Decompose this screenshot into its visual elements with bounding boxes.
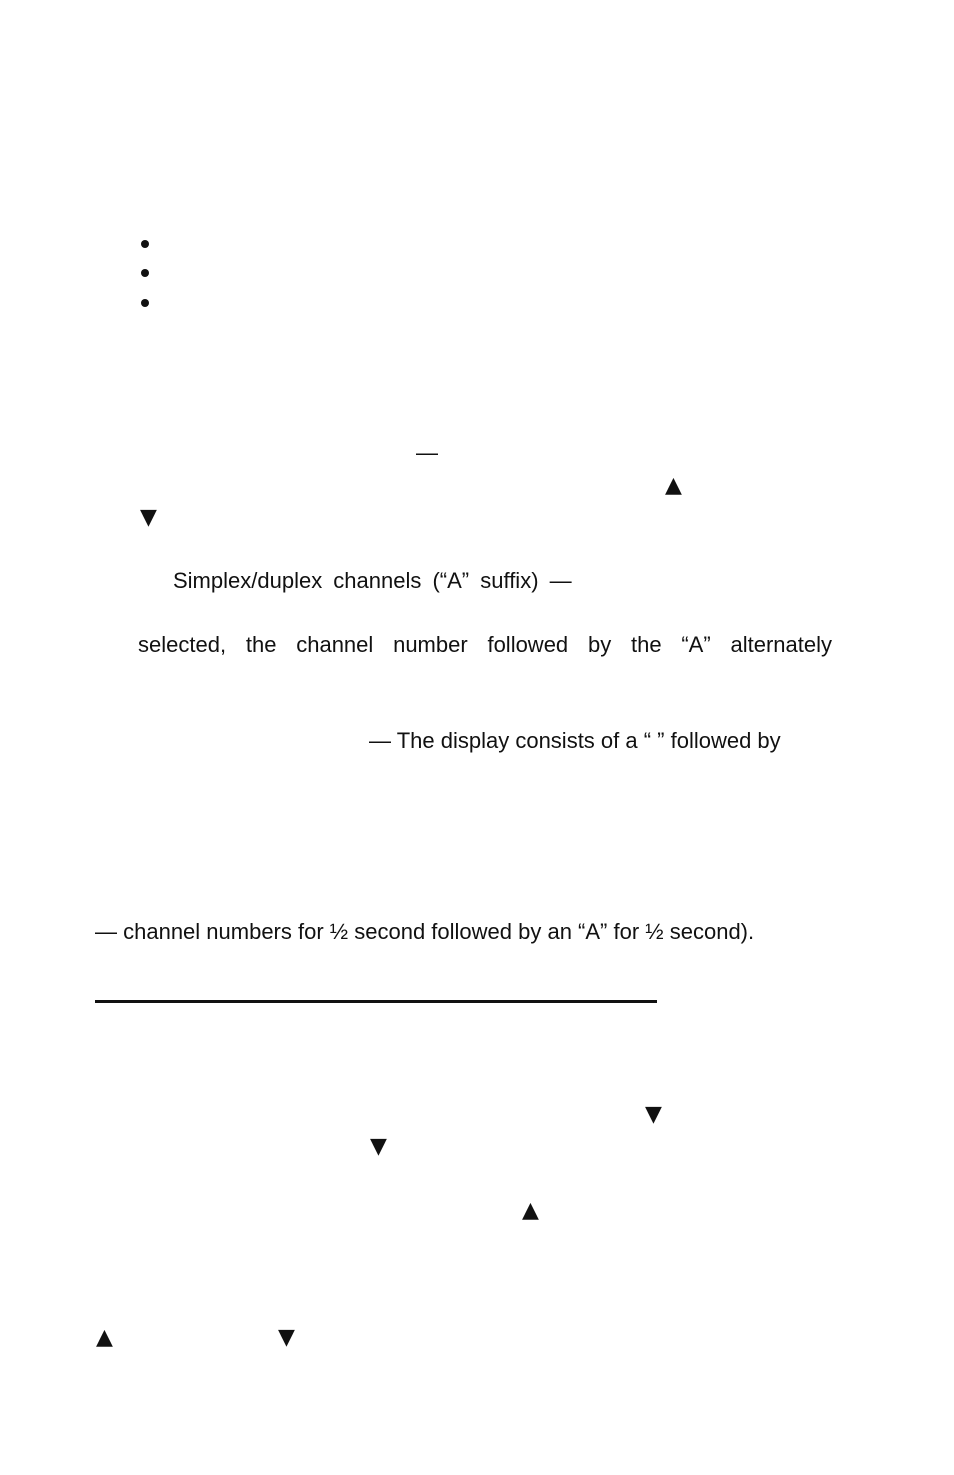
selected-line-word: selected,: [138, 632, 227, 657]
display-consists-line: — The display consists of a “ ” followed by: [369, 728, 781, 753]
down-arrow-icon: ▼: [278, 1325, 295, 1350]
bullet-point-2: [141, 269, 149, 277]
simplex-duplex-line: Simplex/duplex channels (“A” suffix) —: [173, 568, 572, 593]
selected-line-word: “A”: [681, 632, 711, 657]
selected-line-word: alternately: [730, 632, 832, 657]
selected-line-word: by: [587, 632, 612, 657]
selected-line-word: followed: [487, 632, 569, 657]
em-dash-marker: —: [416, 440, 438, 465]
up-arrow-icon: ▲: [522, 1198, 539, 1223]
up-arrow-icon: ▲: [96, 1325, 113, 1350]
up-arrow-icon: ▲: [665, 473, 682, 498]
down-arrow-icon: ▼: [370, 1134, 387, 1159]
down-arrow-icon: ▼: [645, 1102, 662, 1127]
selected-line: [138, 634, 832, 656]
channel-numbers-line: — channel numbers for ½ second followed by an “A” for ½ second).: [95, 919, 755, 944]
bullet-point-3: [141, 299, 149, 307]
selected-line-word: the: [245, 632, 277, 657]
horizontal-divider: [95, 1000, 657, 1003]
selected-line-word: number: [393, 632, 468, 657]
selected-line-word: the: [630, 632, 662, 657]
down-arrow-icon: ▼: [140, 505, 157, 530]
selected-line-word: channel: [296, 632, 374, 657]
bullet-point-1: [141, 240, 149, 248]
